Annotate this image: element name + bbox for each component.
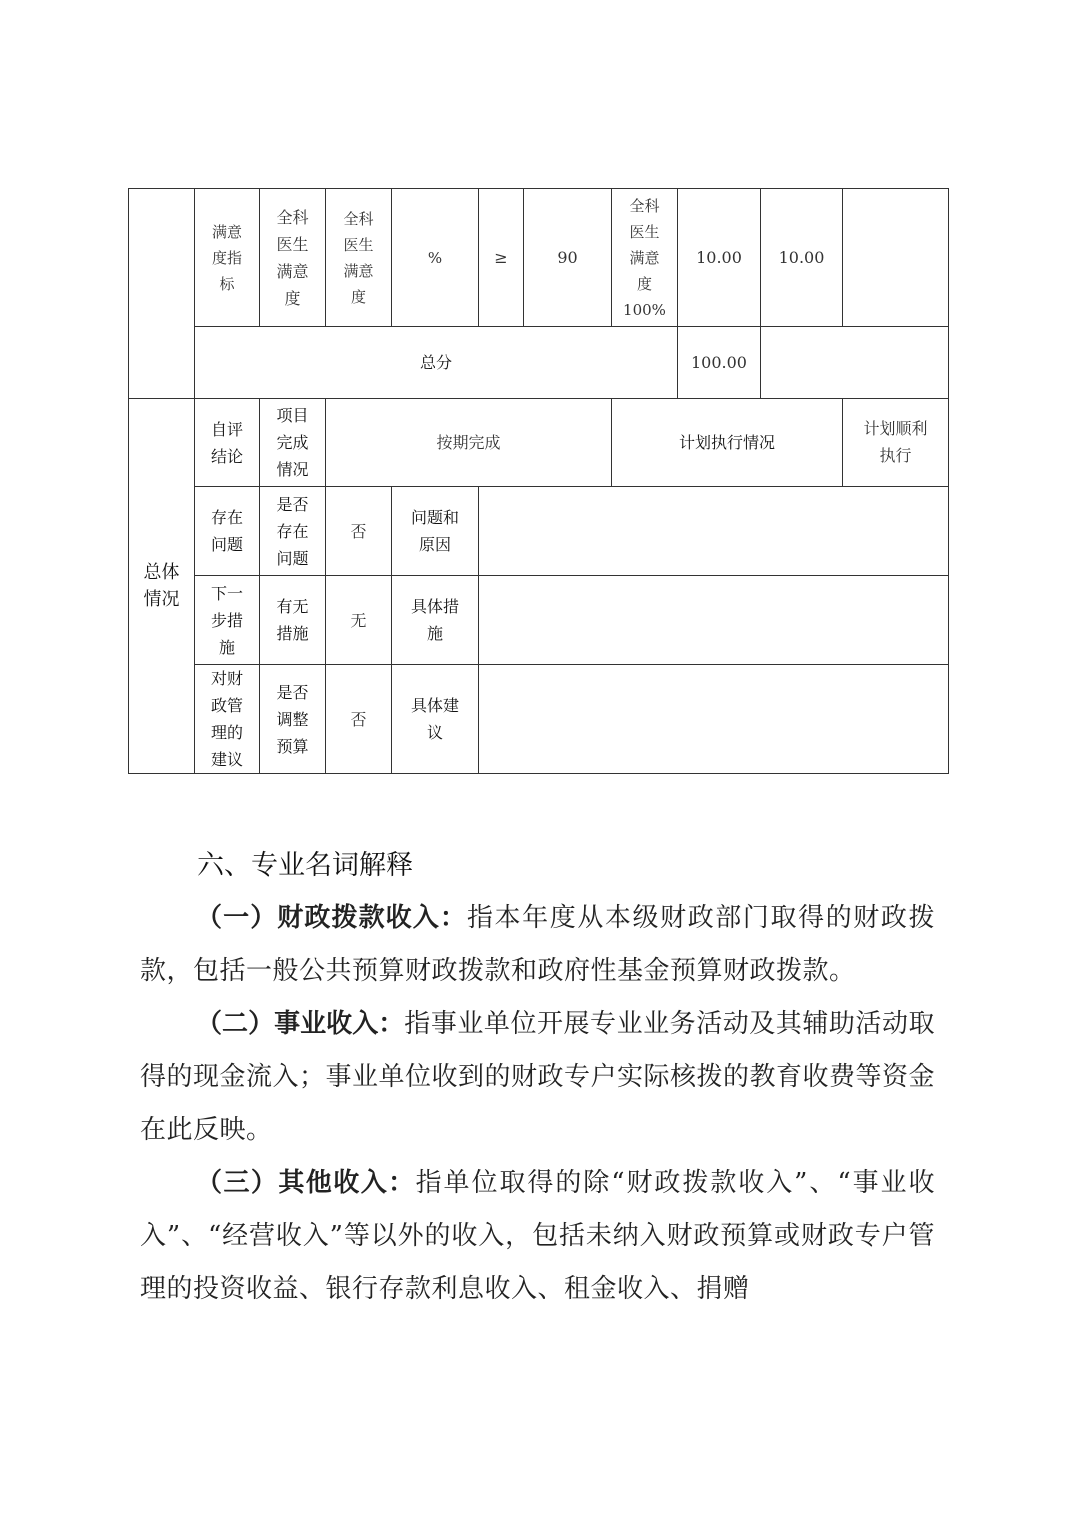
problems-value: 否 xyxy=(326,487,392,576)
glossary-term: （二）事业收入： xyxy=(196,1009,405,1039)
total-row xyxy=(129,327,949,399)
suggestions-detail xyxy=(479,665,949,774)
problems-row xyxy=(129,487,949,576)
operator-cell: ≥ xyxy=(479,189,524,327)
score-cell: 10.00 xyxy=(761,189,843,327)
plan-execution-label: 计划执行情况 xyxy=(612,399,843,487)
suggestions-value: 否 xyxy=(326,665,392,774)
plan-execution-value: 计划顺利 执行 xyxy=(843,399,949,487)
satisfaction-indicator-cell: 全科 医生 满意 度 xyxy=(260,189,326,327)
total-label: 总分 xyxy=(195,327,678,399)
satisfaction-row xyxy=(129,189,949,327)
next-steps-detail-label: 具体措 施 xyxy=(392,576,479,665)
suggestions-row xyxy=(129,665,949,774)
next-steps-label: 下一 步措 施 xyxy=(195,576,260,665)
glossary-section xyxy=(0,840,1075,1316)
next-steps-sub-label: 有无 措施 xyxy=(260,576,326,665)
next-steps-detail xyxy=(479,576,949,665)
suggestions-label: 对财 政管 理的 建议 xyxy=(195,665,260,774)
satisfaction-content-cell: 全科 医生 满意 度 xyxy=(326,189,392,327)
glossary-definition: 指本年度从本级财政部门取得的财政拨款，包括一般公共预算财政拨款和政府性基金预算财政拨款。 xyxy=(140,903,935,986)
problems-detail-label: 问题和 原因 xyxy=(392,487,479,576)
problems-detail xyxy=(479,487,949,576)
target-cell: 90 xyxy=(524,189,612,327)
self-eval-sub-label: 项目 完成 情况 xyxy=(260,399,326,487)
overall-label: 总体 情况 xyxy=(129,399,195,774)
glossary-item-other-income xyxy=(140,1157,935,1316)
total-value: 100.00 xyxy=(678,327,761,399)
satisfaction-category-cell: 满意 度指 标 xyxy=(195,189,260,327)
problems-label: 存在 问题 xyxy=(195,487,260,576)
glossary-term: （三）其他收入： xyxy=(196,1168,416,1198)
unit-cell: % xyxy=(392,189,479,327)
performance-table xyxy=(128,188,949,774)
total-remark xyxy=(761,327,949,399)
glossary-term: （一）财政拨款收入： xyxy=(196,903,467,933)
next-steps-value: 无 xyxy=(326,576,392,665)
next-steps-row xyxy=(129,576,949,665)
problems-sub-label: 是否 存在 问题 xyxy=(260,487,326,576)
level1-empty-cell xyxy=(129,189,195,399)
glossary-item-fiscal-appropriation xyxy=(140,892,935,998)
glossary-definition: 指事业单位开展专业业务活动及其辅助活动取得的现金流入；事业单位收到的财政专户实际核拨的教育收费等资金在此反映。 xyxy=(140,1009,936,1145)
suggestions-detail-label: 具体建 议 xyxy=(392,665,479,774)
glossary-item-business-income xyxy=(140,998,935,1157)
suggestions-sub-label: 是否 调整 预算 xyxy=(260,665,326,774)
remark-cell xyxy=(843,189,949,327)
glossary-definition: 指单位取得的除“财政拨款收入”、“事业收入”、“经营收入”等以外的收入，包括未纳入财政预算或财政专户管理的投资收益、银行存款利息收入、租金收入、捐赠 xyxy=(140,1168,935,1304)
section-heading: 六、专业名词解释 xyxy=(197,850,413,881)
weight-cell: 10.00 xyxy=(678,189,761,327)
self-eval-label: 自评 结论 xyxy=(195,399,260,487)
self-eval-value: 按期完成 xyxy=(326,399,612,487)
self-eval-row xyxy=(129,399,949,487)
actual-cell: 全科 医生 满意 度 100% xyxy=(612,189,678,327)
